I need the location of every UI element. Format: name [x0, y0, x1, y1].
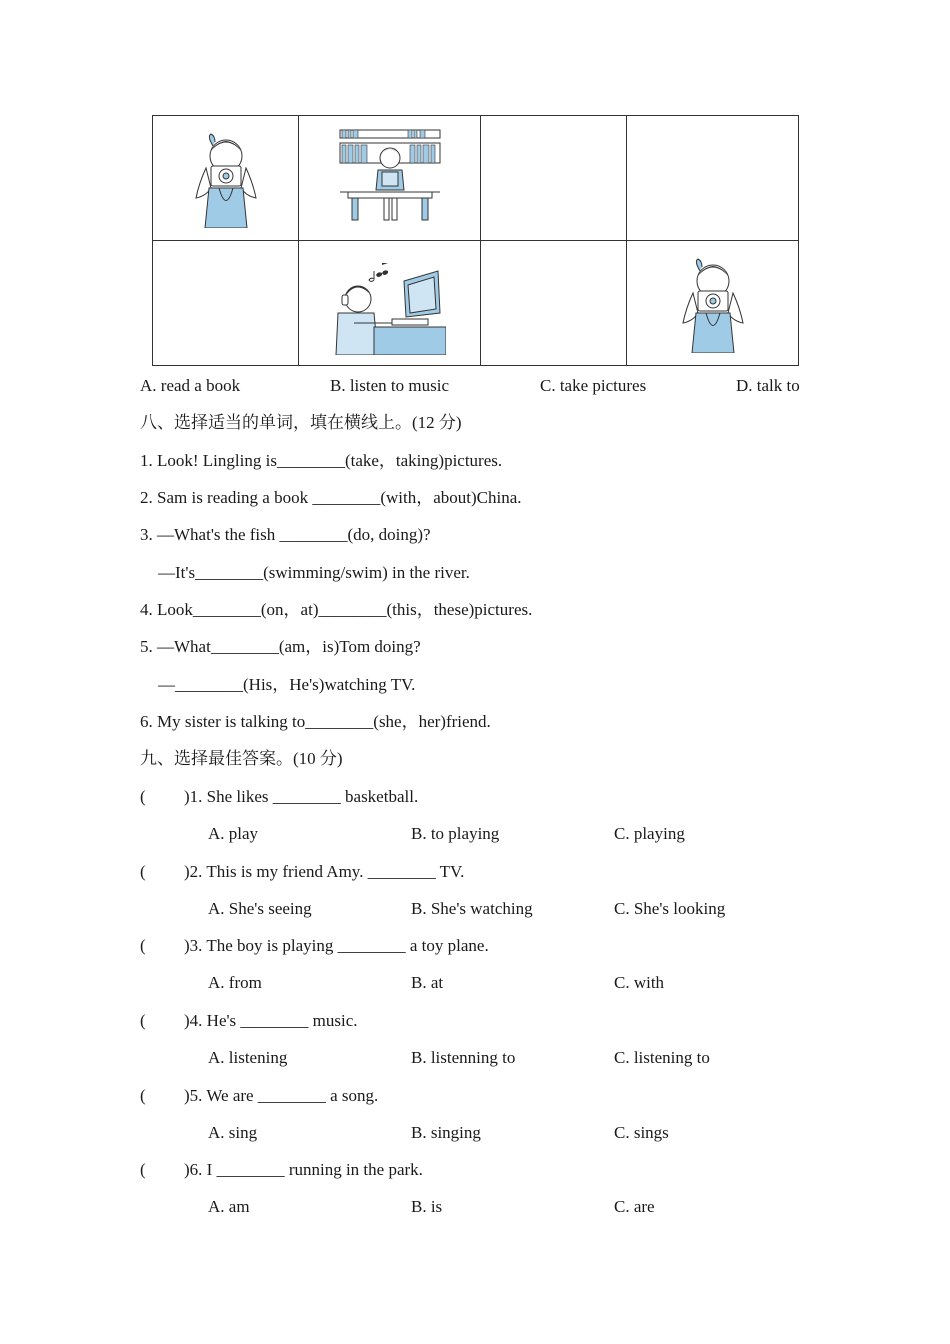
question-3-option-b: B. at — [411, 973, 444, 992]
grid-cell-empty — [481, 116, 627, 241]
question-4-option-c: C. listening to — [614, 1048, 710, 1067]
question-1-option-a: A. play — [208, 824, 259, 843]
fill-in-line-5-answer: —________(His，He's)watching TV. — [158, 675, 416, 694]
boy-listening-to-music-image — [334, 251, 446, 355]
question-6-option-b: B. is — [411, 1197, 443, 1216]
question-5-paren: ( — [140, 1086, 146, 1105]
question-1-option-c: C. playing — [614, 824, 685, 843]
question-6-stem: )6. I ________ running in the park. — [184, 1160, 423, 1179]
question-3-stem: )3. The boy is playing ________ a toy plane. — [184, 936, 489, 955]
grid-cell-girl-camera — [627, 241, 799, 366]
boy-reading-image — [338, 128, 442, 228]
fill-in-line-1: 1. Look! Lingling is________(take，taking)pictures. — [140, 451, 503, 470]
question-6-option-c: C. are — [614, 1197, 655, 1216]
question-2-stem: )2. This is my friend Amy. ________ TV. — [184, 862, 465, 881]
question-1-stem: )1. She likes ________ basketball. — [184, 787, 419, 806]
picture-label-b: B. listen to music — [330, 376, 449, 395]
fill-in-line-3-answer: —It's________(swimming/swim) in the river. — [158, 563, 470, 582]
question-2-paren: ( — [140, 862, 146, 881]
question-5-option-b: B. singing — [411, 1123, 481, 1142]
girl-taking-picture-image — [668, 253, 758, 353]
question-1-option-b: B. to playing — [411, 824, 500, 843]
question-4-stem: )4. He's ________ music. — [184, 1011, 358, 1030]
section-9-heading: 九、选择最佳答案。(10 分) — [140, 749, 343, 768]
question-5-option-a: A. sing — [208, 1123, 258, 1142]
question-3-option-c: C. with — [614, 973, 665, 992]
picture-label-a: A. read a book — [140, 376, 241, 395]
fill-in-line-2: 2. Sam is reading a book ________(with，about)China. — [140, 488, 522, 507]
question-6-paren: ( — [140, 1160, 146, 1179]
fill-in-line-6: 6. My sister is talking to________(she，her)friend. — [140, 712, 491, 731]
question-5-stem: )5. We are ________ a song. — [184, 1086, 379, 1105]
fill-in-line-4: 4. Look________(on，at)________(this，these)pictures. — [140, 600, 533, 619]
question-4-option-a: A. listening — [208, 1048, 288, 1067]
question-6-option-a: A. am — [208, 1197, 250, 1216]
question-4-option-b: B. listenning to — [411, 1048, 516, 1067]
question-3-paren: ( — [140, 936, 146, 955]
grid-cell-boy-computer — [299, 241, 481, 366]
picture-label-c: C. take pictures — [540, 376, 647, 395]
section-8-heading: 八、选择适当的单词，填在横线上。(12 分) — [140, 413, 462, 432]
grid-cell-empty — [627, 116, 799, 241]
question-4-paren: ( — [140, 1011, 146, 1030]
question-3-option-a: A. from — [208, 973, 262, 992]
picture-grid — [152, 115, 799, 366]
picture-label-d: D. talk to — [736, 376, 800, 395]
fill-in-line-5: 5. —What________(am，is)Tom doing? — [140, 637, 421, 656]
girl-taking-picture-image — [181, 128, 271, 228]
question-5-option-c: C. sings — [614, 1123, 669, 1142]
question-2-option-a: A. She's seeing — [208, 899, 312, 918]
question-1-paren: ( — [140, 787, 146, 806]
grid-cell-girl-camera — [153, 116, 299, 241]
grid-cell-empty — [153, 241, 299, 366]
question-2-option-b: B. She's watching — [411, 899, 533, 918]
fill-in-line-3: 3. —What's the fish ________(do, doing)? — [140, 525, 431, 544]
grid-cell-boy-reading — [299, 116, 481, 241]
grid-cell-empty — [481, 241, 627, 366]
question-2-option-c: C. She's looking — [614, 899, 726, 918]
